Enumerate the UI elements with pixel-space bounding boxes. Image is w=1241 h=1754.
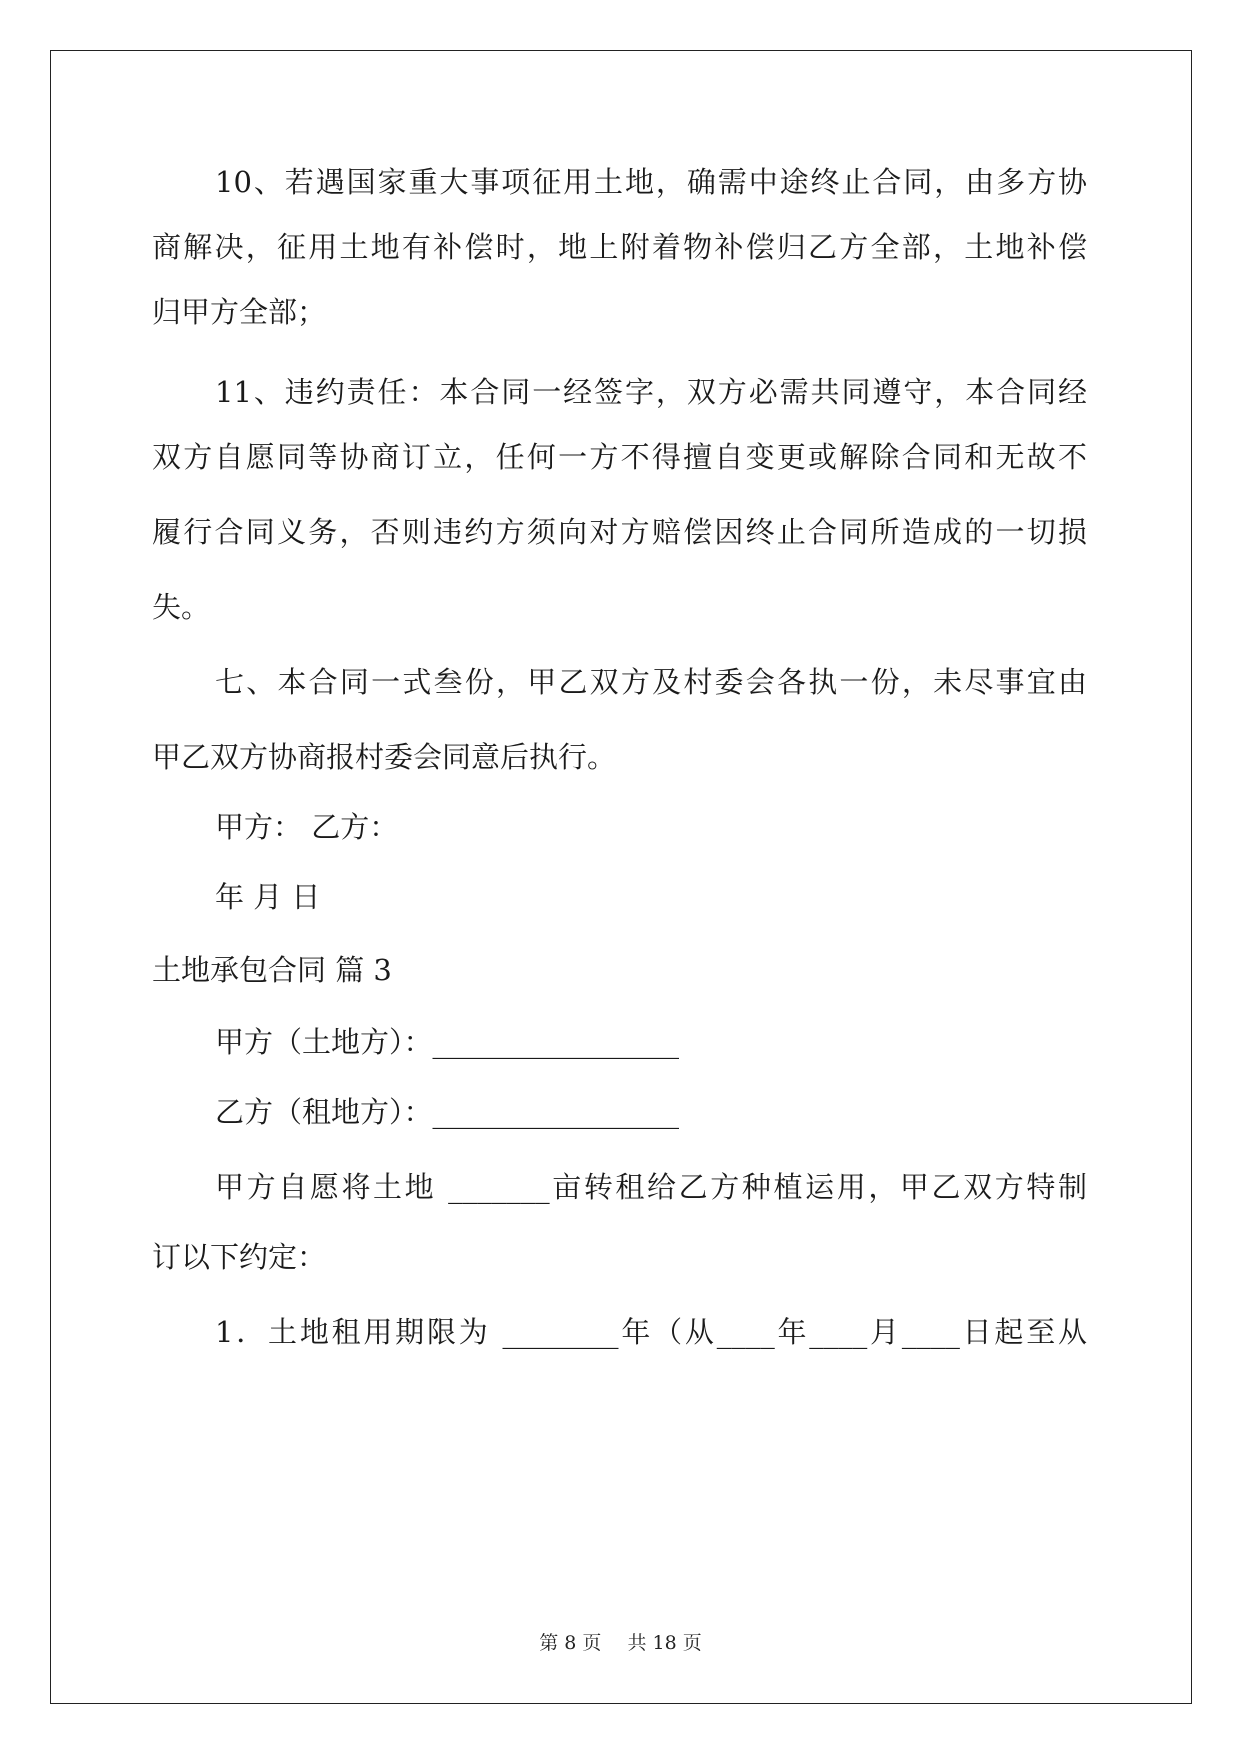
paragraph-line: 双方自愿同等协商订立，任何一方不得擅自变更或解除合同和无故不 xyxy=(152,440,1087,474)
signature-date: 年 月 日 xyxy=(215,880,321,914)
paragraph-line: 1．土地租用期限为 ________年（从____年____月____日起至从 xyxy=(215,1315,1087,1349)
paragraph-line: 商解决，征用土地有补偿时，地上附着物补偿归乙方全部，土地补偿 xyxy=(152,230,1087,264)
page-number-current: 第 8 页 xyxy=(539,1632,602,1654)
paragraph-line: 订以下约定： xyxy=(152,1240,327,1274)
paragraph-line: 甲乙双方协商报村委会同意后执行。 xyxy=(152,740,617,774)
paragraph-line: 失。 xyxy=(152,590,211,624)
section-title: 土地承包合同 篇 3 xyxy=(152,953,392,987)
signature-parties: 甲方： 乙方： xyxy=(215,810,399,844)
paragraph-line: 甲方自愿将土地 _______亩转租给乙方种植运用，甲乙双方特制 xyxy=(215,1170,1087,1204)
party-a-line: 甲方（土地方）：_________________ xyxy=(215,1025,680,1059)
paragraph-line: 11、违约责任：本合同一经签字，双方必需共同遵守，本合同经 xyxy=(215,375,1087,409)
page-footer xyxy=(0,1628,1241,1655)
party-b-line: 乙方（租地方）：_________________ xyxy=(215,1095,680,1129)
paragraph-line: 归甲方全部； xyxy=(152,295,327,329)
paragraph-line: 10、若遇国家重大事项征用土地，确需中途终止合同，由多方协 xyxy=(215,165,1087,199)
paragraph-line: 履行合同义务，否则违约方须向对方赔偿因终止合同所造成的一切损 xyxy=(152,515,1087,549)
page-number-total: 共 18 页 xyxy=(627,1632,702,1654)
paragraph-line: 七、本合同一式叁份，甲乙双方及村委会各执一份，未尽事宜由 xyxy=(215,665,1087,699)
